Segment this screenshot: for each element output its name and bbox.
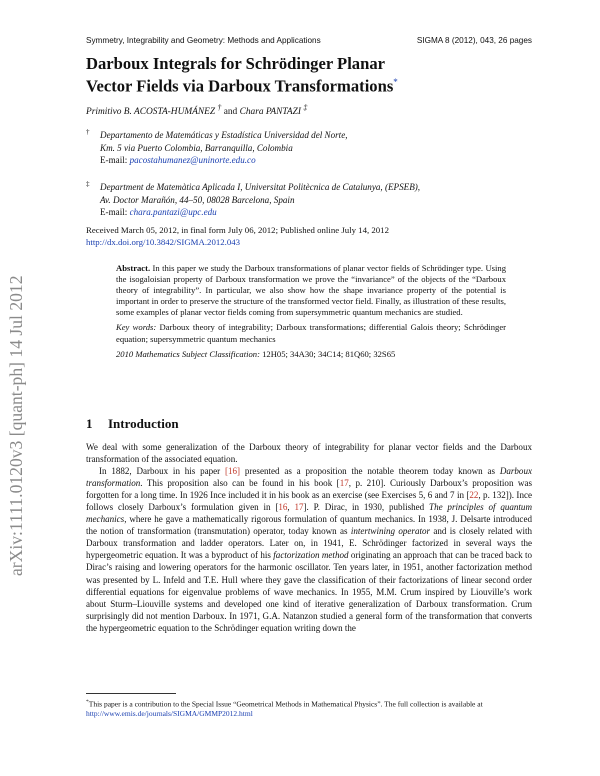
author-conjunction: and	[223, 107, 238, 118]
emphasis: The principles of quantum mechanics	[86, 502, 532, 525]
affiliation-2	[86, 181, 420, 219]
section-heading	[86, 416, 179, 432]
title-footnote-mark[interactable]: *	[393, 77, 398, 87]
text-run: , where he gave a mathematically rigorous formulation of quantum mechanics. In 1938, J. Delsarte introduced the notion of transformation (transmutation) operator, today known as	[86, 514, 532, 537]
journal-name: Symmetry, Integrability and Geometry: Methods and Applications	[86, 36, 321, 45]
footnote-text: This paper is a contribution to the Special Issue “Geometrical Methods in Mathematical Physics”. The full collection is available at	[88, 699, 483, 709]
footnote-rule	[86, 693, 176, 694]
title-line-2: Vector Fields via Darboux Transformations	[86, 76, 394, 96]
footnote	[86, 698, 532, 719]
introduction-body	[86, 441, 532, 634]
text-run: , p. 210]. Curiously Darboux’s proposition was forgotten for a long time. In 1926 Ince included it in his book as an exercise (see Exercises 5, 6 and 7 in [	[86, 478, 532, 501]
author-list	[86, 103, 307, 117]
running-header	[86, 36, 532, 45]
citation-link[interactable]: 17	[294, 502, 304, 513]
author-2: Chara PANTAZI	[239, 107, 301, 118]
emphasis: Darboux transformation	[86, 466, 532, 489]
footnote-url-link[interactable]: http://www.emis.de/journals/SIGMA/GMMP2012.html	[86, 709, 253, 719]
affiliation-1-line-2: Km. 5 via Puerto Colombia, Barranquilla, Colombia	[100, 142, 293, 153]
abstract	[116, 263, 506, 360]
citation-link[interactable]: [16]	[225, 466, 241, 477]
abstract-text: In this paper we study the Darboux transformations of planar vector fields of Schrödinger type. Using the isogaloisian property of Darboux transformation we prove the “invariance” of the objects of the “Darboux theory of integrability”. In particular, we also show how the shape invariance property of the potential is important in order to preserve the structure of the transformed vector field. Finally, as illustration of these results, some examples of planar vector fields coming from supersymmetric quantum mechanics are studied.	[116, 263, 506, 318]
text-run: and is closely related with Darboux transformation and ladder operators. Later on, in 1941, E. Schrödinger factorized in several ways the hypergeometric equation. It was a byproduct of his	[86, 526, 533, 561]
affiliation-2-line-1: Department de Matemàtica Aplicada I, Universitat Politècnica de Catalunya, (EPSEB),	[100, 182, 421, 192]
keywords-text: Darboux theory of integrability; Darboux transformations; differential Galois theory; Schrödinger equation; supersymmetric quantum mechanics	[116, 322, 506, 344]
section-title: Introduction	[108, 416, 179, 431]
emphasis: factorization method	[273, 550, 349, 561]
footnote-mark: *	[86, 699, 89, 705]
author-1-mark: †	[217, 103, 222, 112]
affiliation-2-email-link[interactable]: chara.pantazi@upc.edu	[129, 207, 217, 217]
title-line-1: Darboux Integrals for Schrödinger Planar	[86, 54, 385, 73]
journal-reference: SIGMA 8 (2012), 043, 26 pages	[416, 36, 532, 45]
affiliation-2-email-label: E-mail:	[100, 207, 128, 217]
affiliation-1-line-1: Departamento de Matemáticas y Estadística Universidad del Norte,	[100, 130, 348, 140]
msc-label: 2010 Mathematics Subject Classification:	[116, 348, 260, 359]
msc-codes: 12H05; 34A30; 34C14; 81Q60; 32S65	[262, 348, 396, 359]
text-run: , p. 132]). Ince follows closely Darboux’s formulation given in [	[86, 490, 532, 513]
publication-dates	[86, 224, 389, 248]
text-run: . This proposition also can be found in his book [	[140, 478, 340, 489]
paper-title	[86, 54, 532, 96]
affiliation-2-mark: ‡	[86, 180, 90, 188]
affiliation-1-email-label: E-mail:	[100, 155, 128, 165]
doi-link[interactable]: http://dx.doi.org/10.3842/SIGMA.2012.043	[86, 237, 241, 247]
citation-link[interactable]: 17	[339, 478, 349, 489]
citation-link[interactable]: 16	[278, 502, 288, 513]
text-run: ,	[287, 502, 295, 513]
text-run: In 1882, Darboux in his paper	[99, 466, 225, 477]
paragraph-1: We deal with some generalization of the Darboux theory of integrability for planar vector fields and the Darboux transformation of the associated equation.	[86, 442, 532, 465]
section-number: 1	[86, 416, 93, 431]
abstract-label: Abstract.	[116, 263, 151, 273]
arxiv-stamp: arXiv:1111.0120v3 [quant-ph] 14 Jul 2012	[6, 275, 26, 576]
paragraph-2	[86, 465, 532, 634]
citation-link[interactable]: 22	[469, 490, 479, 501]
author-1: Primitivo B. ACOSTA-HUMÁNEZ	[86, 107, 216, 118]
keywords-label: Key words:	[116, 322, 157, 333]
text-run: ]. P. Dirac, in 1930, published	[303, 502, 430, 513]
text-run: originating an approach that can be traced back to Dirac’s raising and lowering operators for the harmonic oscillator. Ten years later, in 1951, another factorization method was presented by L. Infeld and T.E. Hull where they gave the classification of their factorizations of linear second order differential equations for eigenvalue problems of wave mechanics. In 1955, M.M. Crum inspired by Liouville’s work about Sturm–Liouville systems and developed one kind of iterative generalization of Darboux transformation. Crum surprisingly did not mention Darboux. In 1971, G.A. Natanzon studied a general form of the transformation that converts the hypergeometric equation to the Schrödinger equation writing down the	[86, 550, 532, 633]
text-run: presented as a proposition the notable theorem today known as	[240, 466, 500, 477]
emphasis: intertwining operator	[350, 526, 431, 537]
affiliation-2-line-2: Av. Doctor Marañón, 44–50, 08028 Barcelona, Spain	[100, 194, 295, 205]
author-2-mark: ‡	[303, 103, 308, 112]
affiliation-1-mark: †	[86, 128, 90, 136]
affiliation-1-email-link[interactable]: pacostahumanez@uninorte.edu.co	[129, 155, 256, 165]
dates-line: Received March 05, 2012, in final form July 06, 2012; Published online July 14, 2012	[86, 225, 389, 235]
affiliation-1	[86, 129, 348, 167]
